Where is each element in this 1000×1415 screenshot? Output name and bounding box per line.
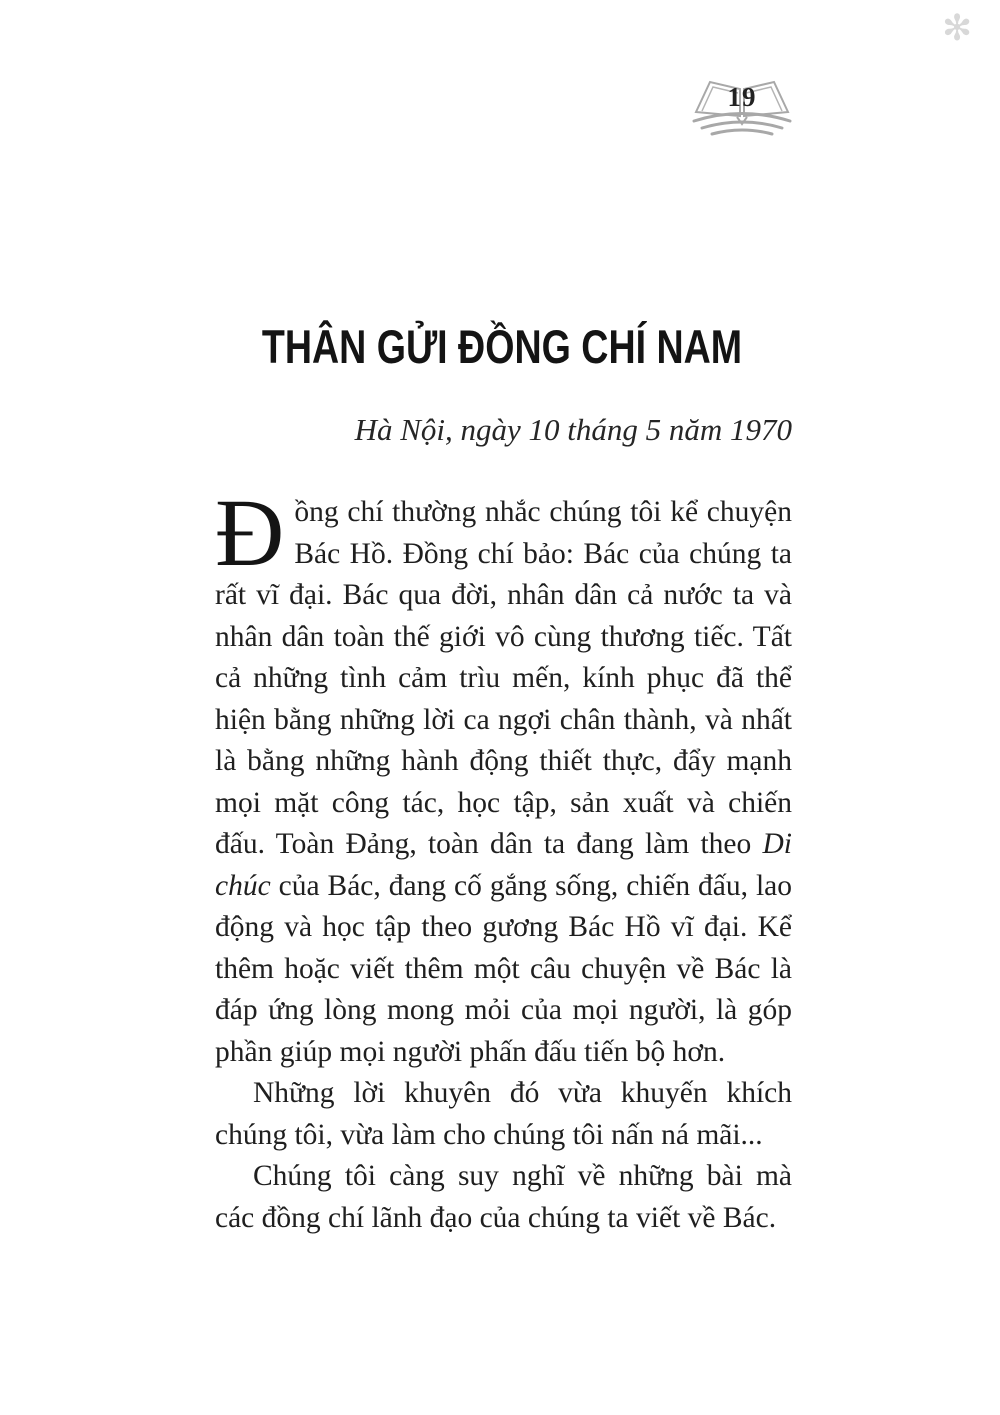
paragraph-1 bbox=[215, 479, 792, 1073]
italic-phrase-di-chuc: Di chúc bbox=[215, 828, 792, 902]
paragraph-3: Chúng tôi càng suy nghĩ về những bài mà các đồng chí lãnh đạo của chúng ta viết về Bác. bbox=[215, 1160, 792, 1234]
drop-cap: Đ bbox=[215, 479, 285, 586]
dateline: Hà Nội, ngày 10 tháng 5 năm 1970 bbox=[354, 412, 792, 447]
flower-icon: ✻ bbox=[942, 8, 973, 49]
page-title: THÂN GỬI ĐỒNG CHÍ NAM bbox=[261, 320, 743, 374]
paragraph-2: Những lời khuyên đó vừa khuyến khích chúng tôi, vừa làm cho chúng tôi nấn ná mãi... bbox=[215, 1077, 792, 1151]
paragraph-1-text-after: của Bác, đang cố gắng sống, chiến đấu, lao động và học tập theo gương Bác Hồ vĩ đại. Kể thêm hoặc viết thêm một câu chuyện về Bác là đáp ứng lòng mong mỏi của mọi người, là góp phần giúp mọi người phấn đấu tiến bộ hơn. bbox=[215, 869, 792, 1068]
paragraph-1-text: ồng chí thường nhắc chúng tôi kể chuyện Bác Hồ. Đồng chí bảo: Bác của chúng ta rất vĩ đại. Bác qua đời, nhân dân cả nước ta và nhân dân toàn thế giới vô cùng thương tiếc. Tất cả những tình cảm trìu mến, kính phục đã thể hiện bằng những lời ca ngợi chân thành, và nhất là bằng những hành động thiết thực, đẩy mạnh mọi mặt công tác, học tập, sản xuất và chiến đấu. Toàn Đảng, toàn dân ta đang làm theo bbox=[215, 496, 792, 860]
page-number-ornament bbox=[688, 76, 796, 136]
page-number: 19 bbox=[727, 82, 757, 112]
body-text bbox=[215, 479, 792, 1239]
